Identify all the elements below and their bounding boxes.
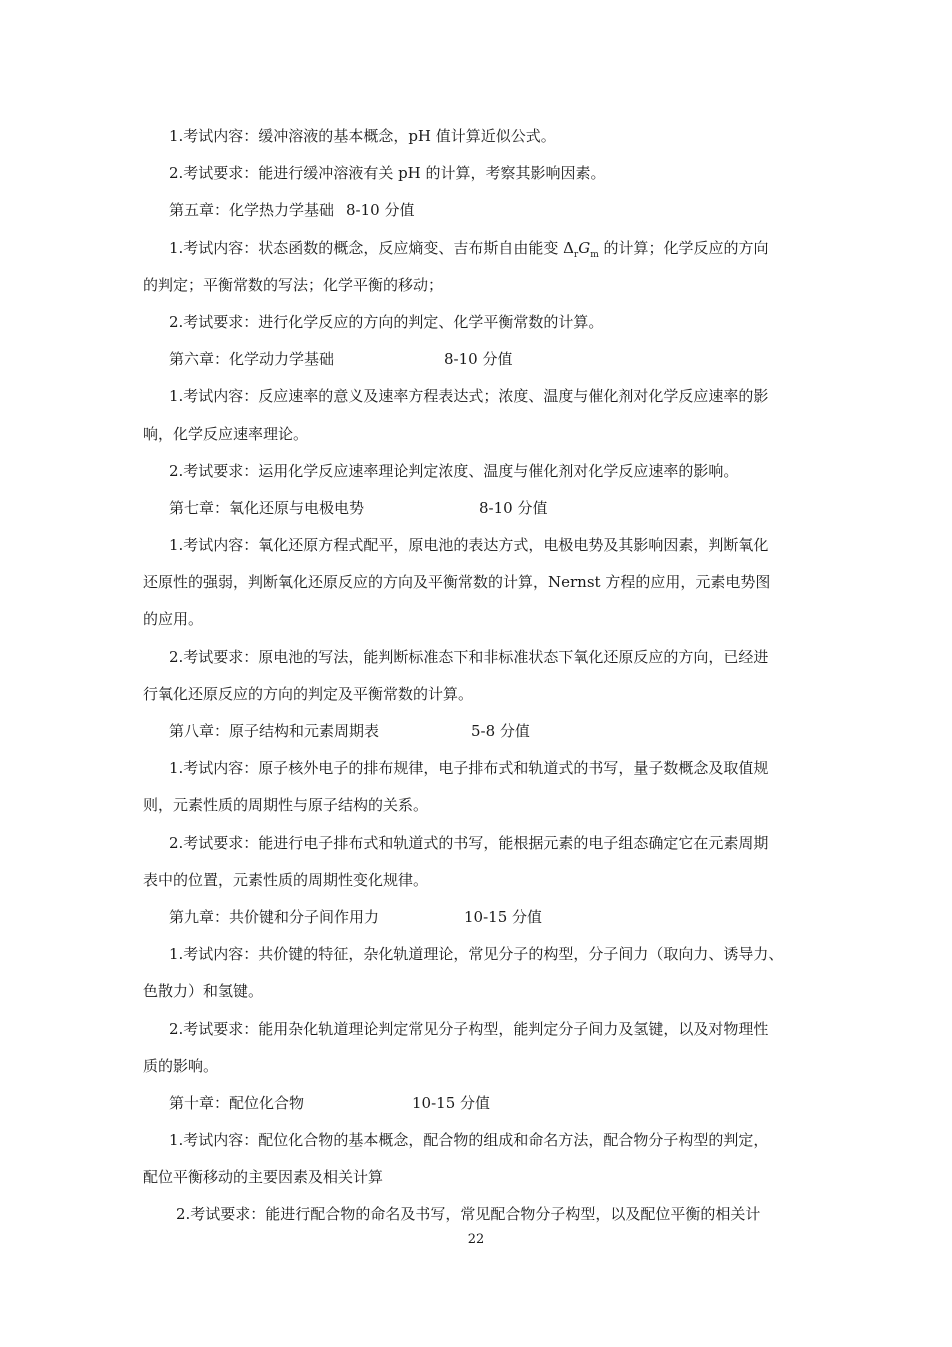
line-text: 1.考试内容：状态函数的概念，反应熵变、吉布斯自由能变 Δ — [169, 238, 574, 257]
paragraph-line: 2.考试要求：原电池的写法，能判断标准态下和非标准状态下氧化还原反应的方向，已经进 — [169, 647, 769, 666]
line-text-tail: 的计算；化学反应的方向 — [598, 238, 769, 257]
paragraph-line — [143, 230, 833, 267]
paragraph-line: 1.考试内容：缓冲溶液的基本概念，pH 值计算近似公式。 — [169, 127, 556, 145]
subscript-m: m — [590, 249, 599, 260]
chapter-score: 8-10 分值 — [346, 201, 415, 220]
chapter-heading-9 — [143, 899, 833, 936]
chapter-score: 10-15 分值 — [464, 907, 543, 926]
paragraph-line: 2.考试要求：能进行缓冲溶液有关 pH 的计算，考察其影响因素。 — [169, 164, 606, 183]
chapter-heading-6 — [143, 341, 833, 378]
paragraph-line: 行氧化还原反应的方向的判定及平衡常数的计算。 — [143, 684, 474, 703]
chapter-score: 8-10 分值 — [479, 498, 548, 517]
chapter-title: 第九章：共价键和分子间作用力 — [169, 907, 380, 926]
paragraph-line: 色散力）和氢键。 — [143, 982, 264, 1001]
chapter-heading-5 — [143, 192, 833, 229]
paragraph-line: 1.考试内容：配位化合物的基本概念，配合物的组成和命名方法，配合物分子构型的判定， — [169, 1131, 769, 1150]
paragraph-line: 1.考试内容：反应速率的意义及速率方程表达式；浓度、温度与催化剂对化学反应速率的影 — [169, 387, 769, 406]
paragraph-line: 2.考试要求：进行化学反应的方向的判定、化学平衡常数的计算。 — [169, 312, 604, 331]
paragraph-line: 则，元素性质的周期性与原子结构的关系。 — [143, 796, 429, 815]
chapter-score: 10-15 分值 — [412, 1093, 491, 1112]
chapter-title: 第八章：原子结构和元素周期表 — [169, 722, 380, 740]
paragraph-line: 1.考试内容：氧化还原方程式配平，原电池的表达方式，电极电势及其影响因素，判断氧化 — [169, 536, 769, 555]
chapter-heading-8 — [143, 713, 833, 750]
paragraph-line: 还原性的强弱，判断氧化还原反应的方向及平衡常数的计算，Nernst 方程的应用，元素电势图 — [143, 573, 771, 592]
paragraph-line: 1.考试内容：共价键的特征，杂化轨道理论，常见分子的构型，分子间力（取向力、诱导力、 — [169, 945, 784, 964]
paragraph-line: 响，化学反应速率理论。 — [143, 424, 309, 443]
chapter-heading-7 — [143, 490, 833, 527]
paragraph-line: 2.考试要求：能进行电子排布式和轨道式的书写，能根据元素的电子组态确定它在元素周期 — [169, 833, 769, 852]
gibbs-symbol: G — [578, 238, 591, 257]
paragraph-line: 质的影响。 — [143, 1056, 219, 1075]
chapter-heading-10 — [143, 1085, 833, 1122]
chapter-score: 8-10 分值 — [444, 350, 513, 369]
subscript-r: r — [573, 249, 579, 260]
paragraph-line: 2.考试要求：能进行配合物的命名及书写，常见配合物分子构型，以及配位平衡的相关计 — [176, 1205, 761, 1224]
paragraph-line: 的应用。 — [143, 610, 204, 629]
chapter-score: 5-8 分值 — [471, 722, 530, 740]
paragraph-line: 表中的位置，元素性质的周期性变化规律。 — [143, 870, 429, 889]
paragraph-line: 2.考试要求：运用化学反应速率理论判定浓度、温度与催化剂对化学反应速率的影响。 — [169, 461, 739, 480]
chapter-title: 第七章：氧化还原与电极电势 — [169, 498, 365, 517]
paragraph-line: 1.考试内容：原子核外电子的排布规律，电子排布式和轨道式的书写，量子数概念及取值规 — [169, 759, 769, 778]
page-number: 22 — [467, 1232, 485, 1247]
paragraph-line: 的判定；平衡常数的写法；化学平衡的移动； — [143, 275, 444, 294]
chapter-title: 第十章：配位化合物 — [169, 1093, 305, 1112]
chapter-title: 第五章：化学热力学基础 — [169, 201, 335, 220]
paragraph-line: 配位平衡移动的主要因素及相关计算 — [143, 1168, 384, 1187]
chapter-title: 第六章：化学动力学基础 — [169, 350, 335, 369]
document-body — [143, 118, 833, 1234]
paragraph-line: 2.考试要求：能用杂化轨道理论判定常见分子构型，能判定分子间力及氢键，以及对物理性 — [169, 1019, 769, 1038]
